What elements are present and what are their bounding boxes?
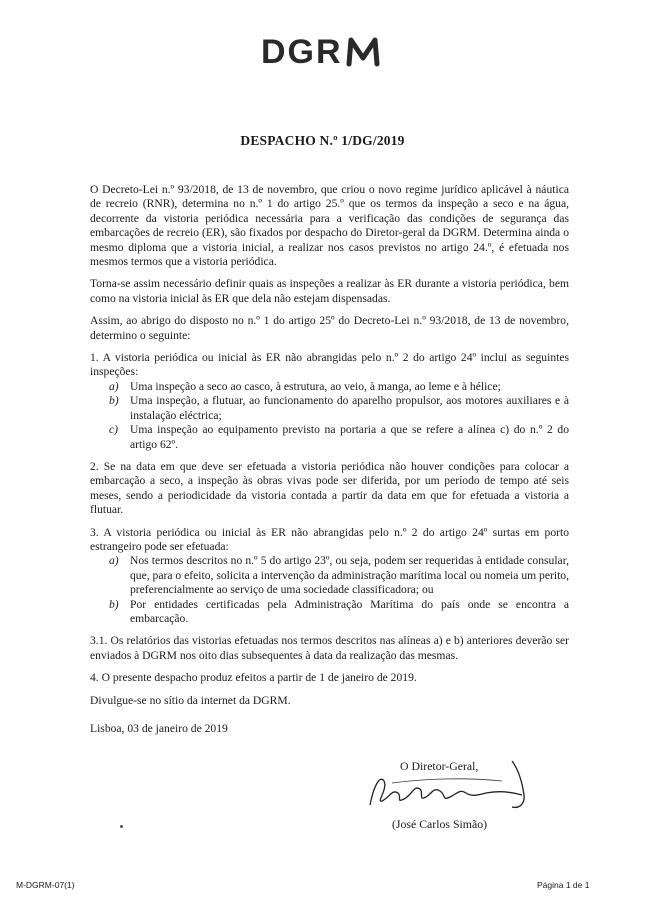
paragraph-item-2: 2. Se na data em que deve ser efetuada a vistoria periódica não houver condições para colocar a embarcação a seco, a inspeção às obras vivas pode ser diferida, por um período de tempo até seis meses, sendo a periodicidade da vistoria contada a partir da data em que for efetuada a vistoria a flutuar. xyxy=(90,459,569,517)
list-marker: a) xyxy=(109,554,119,568)
dgrm-logo xyxy=(0,34,645,74)
list-marker: b) xyxy=(109,394,119,408)
scan-speck xyxy=(120,825,123,828)
list-text: Uma inspeção, a flutuar, ao funcionamento do aparelho propulsor, aos motores auxiliares e à instalação eléctrica; xyxy=(130,394,569,422)
document-body xyxy=(90,183,569,744)
signatory-name: (José Carlos Simão) xyxy=(392,817,488,831)
list-item xyxy=(90,554,569,597)
foreign-port-list xyxy=(90,554,569,626)
dgrm-logo-mark xyxy=(261,34,385,68)
signature-role: O Diretor-Geral, xyxy=(400,759,479,773)
paragraph-determination: Assim, ao abrigo do disposto no n.º 1 do artigo 25º do Decreto-Lei n.º 93/2018, de 13 de novembro, determino o seguinte: xyxy=(90,314,569,342)
handwritten-signature xyxy=(362,755,537,815)
paragraph-publish: Divulgue-se no sítio da internet da DGRM. xyxy=(90,693,291,707)
list-marker: a) xyxy=(109,379,119,393)
list-text: Uma inspeção ao equipamento previsto na portaria a que se refere a alínea c) do n.º 2 do artigo 62º. xyxy=(130,423,569,451)
svg-text:DGR: DGR xyxy=(260,34,343,68)
paragraph-date: Lisboa, 03 de janeiro de 2019 xyxy=(90,722,228,735)
page-number: Página 1 de 1 xyxy=(537,880,590,890)
paragraph-item-3: 3. A vistoria periódica ou inicial às ER não abrangidas pelo n.º 2 do artigo 24º surtas em porto estrangeiro pode ser efetuada: xyxy=(90,525,569,553)
list-item xyxy=(90,380,569,394)
inspection-list xyxy=(90,380,569,452)
list-text: Uma inspeção a seco ao casco, à estrutura, ao veio, à manga, ao leme e à hélice; xyxy=(130,379,501,393)
paragraph-item-3-1: 3.1. Os relatórios das vistorias efetuadas nos termos descritos nas alíneas a) e b) anteriores deverão ser enviados à DGRM nos oito dias subsequentes à data da realização das mesmas. xyxy=(90,634,569,662)
form-code: M-DGRM-07(1) xyxy=(16,880,75,890)
paragraph-intro: O Decreto-Lei n.º 93/2018, de 13 de novembro, que criou o novo regime jurídico aplicável à náutica de recreio (RNR), determina no n.º 1 do artigo 25.º que os termos da inspeção a seco e na água, decorrente da vistoria periódica necessária para a verificação das condições de segurança das embarcações de recreio (ER), são fixados por despacho do Diretor-geral da DGRM. Determina ainda o mesmo diploma que a vistoria inicial, a realizar nos casos previstos no artigo 24.º, é efetuada nos mesmos termos que a vistoria periódica. xyxy=(90,183,569,269)
paragraph-item-4: 4. O presente despacho produz efeitos a partir de 1 de janeiro de 2019. xyxy=(90,671,417,685)
list-item xyxy=(90,394,569,423)
document-title: DESPACHO N.º 1/DG/2019 xyxy=(240,133,405,148)
list-text: Por entidades certificadas pela Administração Marítima do país onde se encontra a embarcação. xyxy=(130,597,569,625)
paragraph-item-1: 1. A vistoria periódica ou inicial às ER não abrangidas pelo n.º 2 do artigo 24º inclui as seguintes inspeções: xyxy=(90,351,569,379)
list-text: Nos termos descritos no n.º 5 do artigo 23º, ou seja, podem ser requeridas à entidade consular, que, para o efeito, solicita a intervenção da administração marítima local ou nomeia um perito, preferencialmente ao serviço de uma sociedade classificadora; ou xyxy=(130,554,569,597)
list-marker: b) xyxy=(109,597,119,611)
list-item xyxy=(90,423,569,452)
paragraph-necessity: Torna-se assim necessário definir quais as inspeções a realizar às ER durante a vistoria periódica, bem como na vistoria inicial às ER que dela não estejam dispensadas. xyxy=(90,277,569,305)
list-item xyxy=(90,598,569,627)
list-marker: c) xyxy=(109,423,119,437)
